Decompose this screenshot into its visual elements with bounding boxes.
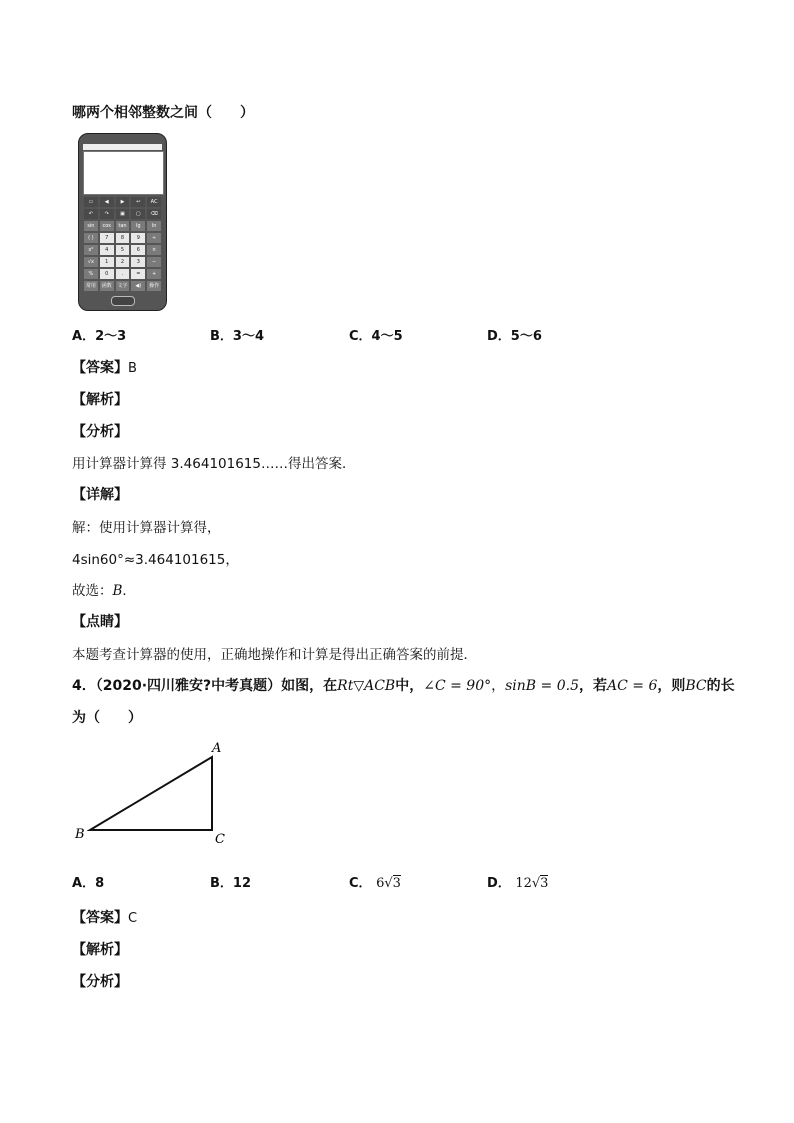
q3-detail-line-1: 解：使用计算器计算得，: [72, 520, 221, 536]
q4-analysis-label: 【解析】: [72, 942, 128, 958]
q3-detail-line-2: 4sin60°≈3.464101615，: [72, 552, 239, 568]
calculator-key: 6: [131, 245, 145, 255]
calculator-key: 4: [100, 245, 114, 255]
q3-detail-line-3: [72, 579, 136, 599]
stem-sinb: sinB = 0.5: [505, 678, 579, 694]
calculator-key: 9: [131, 233, 145, 243]
calculator-key: 5: [116, 245, 130, 255]
calculator-key: tan: [116, 221, 130, 231]
calculator-key: ×: [147, 245, 161, 255]
calculator-key: 函数: [101, 283, 112, 289]
calculator-key: 2: [116, 257, 130, 267]
option-radicand: 3: [540, 876, 549, 891]
calculator-key: 8: [116, 233, 130, 243]
stem-ac: AC = 6: [607, 678, 658, 694]
calculator-key: 1: [100, 257, 114, 267]
q4-option-c: [349, 872, 401, 891]
calculator-keypad: [84, 197, 161, 291]
option-label: B．: [210, 876, 233, 891]
answer-label: 【答案】: [72, 910, 128, 926]
calculator-key: 文字: [117, 283, 128, 289]
stem-prefix: 4．（2020·四川雅安?中考真题）如图，在: [72, 678, 338, 694]
q3-comment-label: 【点睛】: [72, 614, 128, 630]
q3-analysis-label: 【解析】: [72, 392, 128, 408]
calculator-key: =: [131, 269, 145, 279]
calculator-key: √x: [84, 257, 98, 267]
calculator-key: 3: [131, 257, 145, 267]
q3-option-b: [210, 325, 264, 344]
calculator-key: ↩: [131, 197, 145, 207]
detail-end: ．: [122, 583, 136, 599]
q3-option-c: [349, 325, 403, 344]
q3-detail-label: 【详解】: [72, 487, 128, 503]
calculator-display: [83, 151, 164, 195]
stem-rt: Rt: [337, 678, 354, 694]
answer-value: C: [128, 911, 138, 926]
calculator-key: ◀): [131, 281, 145, 291]
calculator-key: cos: [100, 221, 114, 231]
q3-fenxi-label: 【分析】: [72, 424, 128, 440]
vertex-b-label: B: [75, 827, 85, 842]
calculator-key: lg: [131, 221, 145, 231]
option-radicand: 3: [392, 876, 401, 891]
q4-option-a: [72, 872, 104, 891]
detail-choice: B: [112, 583, 123, 599]
q3-option-a: [72, 325, 126, 344]
option-value: 3～4: [232, 329, 265, 344]
option-value: 2～3: [95, 329, 127, 344]
calculator-key: %: [84, 269, 98, 279]
stem-bc: BC: [685, 678, 707, 694]
option-coef: 6: [376, 876, 385, 891]
calculator-image: [78, 133, 167, 311]
calculator-key: ln: [147, 221, 161, 231]
calculator-key: ↶: [84, 209, 98, 219]
option-label: C．: [349, 876, 372, 891]
q4-stem-line-2: 为（ ）: [72, 710, 142, 726]
calculator-key: ▣: [116, 209, 130, 219]
option-value: 5～6: [510, 329, 542, 344]
calculator-key: sin: [84, 221, 98, 231]
stem-text: 中，: [395, 678, 424, 694]
answer-value: B: [128, 361, 137, 376]
option-label: D．: [487, 876, 511, 891]
option-label: D．: [487, 329, 511, 344]
q4-option-b: [210, 872, 251, 891]
option-label: C．: [349, 329, 372, 344]
calculator-key: ▢: [131, 209, 145, 219]
option-label: A．: [72, 876, 96, 891]
q4-option-d: [487, 872, 548, 891]
detail-text: 故选：: [72, 583, 113, 599]
phone-status-bar: [83, 144, 162, 150]
calculator-key: x²: [84, 245, 98, 255]
option-value: 8: [95, 876, 105, 891]
q3-option-d: [487, 325, 542, 344]
stem-text: ，若: [579, 678, 607, 694]
q3-comment-text: 本题考查计算器的使用，正确地操作和计算是得出正确答案的前提．: [72, 647, 477, 663]
calculator-key: 操作: [149, 283, 160, 289]
triangle-acb: [90, 757, 212, 830]
calculator-key: ◀: [100, 197, 114, 207]
triangle-symbol: ▽: [353, 678, 365, 694]
calculator-key: 0: [100, 269, 114, 279]
answer-label: 【答案】: [72, 360, 128, 376]
sqrt-symbol: √: [531, 876, 541, 891]
option-label: A．: [72, 329, 96, 344]
vertex-a-label: A: [212, 741, 222, 756]
stem-text: ，则: [657, 678, 686, 694]
calculator-key: .: [116, 269, 130, 279]
stem-triangle: ACB: [364, 678, 396, 694]
q4-stem-line-1: [72, 675, 735, 695]
option-value: 12: [232, 876, 252, 891]
calculator-key: ▭: [84, 197, 98, 207]
stem-sep: ，: [491, 678, 506, 694]
stem-tail: 的长: [706, 678, 735, 694]
stem-angle: ∠C = 90°: [423, 678, 492, 694]
option-value: 4～5: [371, 329, 403, 344]
calculator-key: 常用: [85, 283, 96, 289]
calculator-key: ( ): [84, 233, 98, 243]
triangle-figure: [70, 735, 240, 850]
calculator-key: ↷: [100, 209, 114, 219]
calculator-key: +: [147, 269, 161, 279]
q3-answer: [72, 357, 137, 377]
calculator-key: ÷: [147, 233, 161, 243]
home-button: [111, 296, 135, 306]
sqrt-symbol: √: [384, 876, 393, 891]
calculator-key: AC: [147, 197, 161, 207]
calculator-key: 7: [100, 233, 114, 243]
vertex-c-label: C: [215, 832, 225, 847]
q3-stem-tail: 哪两个相邻整数之间（ ）: [72, 105, 254, 121]
calculator-key: ⌫: [147, 209, 161, 219]
q3-fenxi-text: 用计算器计算得 3.464101615……得出答案．: [72, 456, 356, 472]
option-label: B．: [210, 329, 233, 344]
calculator-key: −: [147, 257, 161, 267]
q4-answer: [72, 907, 137, 927]
q4-fenxi-label: 【分析】: [72, 974, 128, 990]
option-coef: 12: [515, 876, 532, 891]
calculator-key: ▶: [116, 197, 130, 207]
